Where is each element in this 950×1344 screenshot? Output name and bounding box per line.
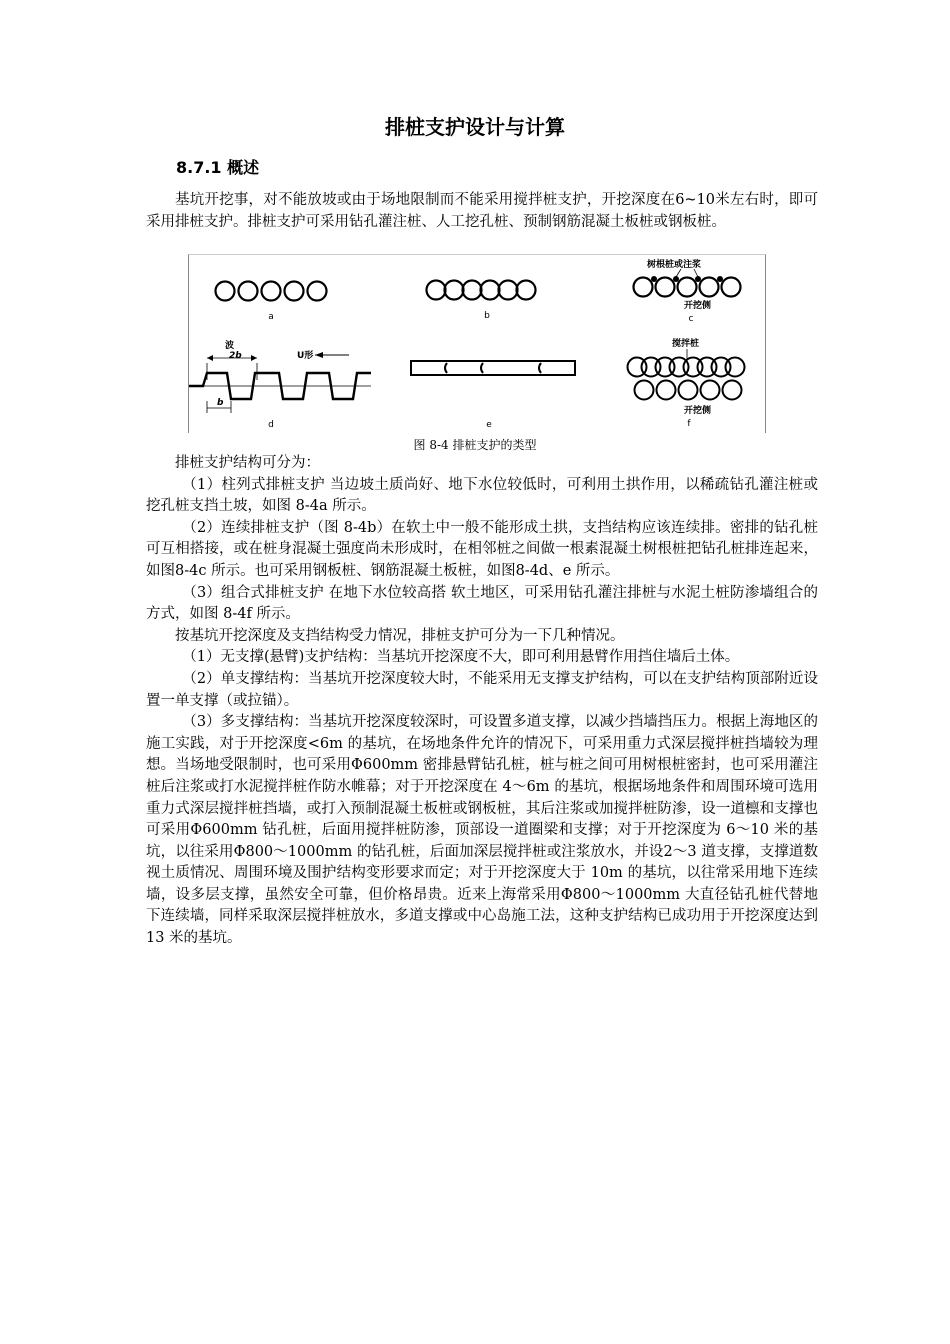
diagram-b-contiguous-piles [427, 281, 536, 300]
label-c-root-piles: 树根桩或注浆 [647, 260, 702, 270]
diagram-d-sheet-piles [189, 339, 371, 430]
body-paragraph: （1）无支撑(悬臂)支护结构：当基坑开挖深度不大，即可利用悬臂作用挡住墙后土体。 [182, 649, 740, 666]
label-d-b: b [217, 398, 224, 408]
label-f: f [687, 419, 691, 429]
diagram-c-piles-with-root-piles [634, 278, 741, 297]
body-paragraph: （2）连续排桩支护（图 8-4b）在软土中一般不能形成土拱，支挡结构应该连续排。密排的钻孔桩可互相搭接，或在桩身混凝土强度尚未形成时，在相邻桩之间做一根素混凝土树根桩把钻孔桩排连起来，如图8-4c 所示。也可采用钢板桩、钢筋混凝土板桩，如图8-4d、e 所示。 [146, 519, 818, 579]
intro-block [146, 190, 818, 233]
label-a: a [268, 312, 274, 322]
label-d-ushape: U形 [297, 351, 314, 361]
label-b: b [484, 311, 490, 321]
body-paragraph: （3）多支撑结构：当基坑开挖深度较深时，可设置多道支撑，以减少挡墙挡压力。根据上海地区的施工实践，对于开挖深度<6m 的基坑，在场地条件允许的情况下，可采用重力式深层搅拌桩挡墙较为理想。当场地受限制时，也可采用Φ600mm 密排悬臂钻孔桩，桩与桩之间可用树根桩密封，也可采用灌注桩后注浆或打水泥搅拌桩作防水帷幕；对于开挖深度在 4～6m 的基坑，根据场地条件和周围环境可选用重力式深层搅拌桩挡墙，或打入预制混凝土板桩或钢板桩，其后注浆或加搅拌桩防渗，设一道檩和支撑也可采用Φ600mm 钻孔桩，后面用搅拌桩防渗，顶部设一道圈梁和支撑；对于开挖深度为 6～10 米的基坑，以往采用Φ800～1000mm 的钻孔桩，后面加深层搅拌桩或注浆放水，并设2～3 道支撑，支撑道数视土质情况、周围环境及围护结构变形要求而定；对于开挖深度大于 10m 的基坑，以往常采用地下连续墙，设多层支撑，虽然安全可靠，但价格昂贵。近来上海常采用Φ800～1000mm 大直径钻孔桩代替地下连续墙，同样采取深层搅拌桩放水，多道支撑或中心岛施工法，这种支护结构已成功用于开挖深度达到 13 米的基坑。 [146, 714, 818, 947]
pile-types-figure [188, 254, 766, 433]
label-c-excavation-side: 开挖侧 [684, 301, 712, 311]
label-d-wave: 波 [225, 341, 235, 351]
label-f-mixing-piles: 搅拌桩 [672, 339, 700, 349]
body-paragraph: 按基坑开挖深度及支挡结构受力情况，排桩支护可分为一下几种情况。 [175, 627, 625, 644]
label-c: c [688, 314, 694, 324]
diagram-a-sparse-piles [216, 282, 327, 301]
diagram-f-bored-piles-row [635, 381, 742, 400]
page-title: 排桩支护设计与计算 [385, 115, 565, 139]
intro-paragraph: 基坑开挖事，对不能放坡或由于场地限制而不能采用搅拌桩支护，开挖深度在6~10米左右时，即可采用排桩支护。排桩支护可采用钻孔灌注桩、人工挖孔桩、预制钢筋混凝土板桩或钢板桩。 [146, 192, 818, 230]
body-paragraph: （1）柱列式排桩支护 当边坡土质尚好、地下水位较低时，可利用土拱作用，以稀疏钻孔灌注桩或挖孔桩支挡土坡，如图 8-4a 所示。 [146, 476, 818, 515]
label-e: e [486, 420, 492, 430]
label-f-excavation-side: 开挖侧 [684, 406, 712, 416]
body-paragraph: （3）组合式排桩支护 在地下水位较高搭 软土地区，可采用钻孔灌注排桩与水泥土桩防渗墙组合的方式，如图 8-4f 所示。 [146, 584, 818, 623]
body-paragraph: 排桩支护结构可分为： [175, 455, 320, 471]
section-heading: 8.7.1 概述 [176, 158, 260, 177]
body-paragraph: （2）单支撑结构：当基坑开挖深度较大时，不能采用无支撑支护结构，可以在支护结构顶部附近设置一单支撑（或拉锚）。 [146, 670, 818, 709]
diagram-f-mixing-piles-row [628, 358, 745, 377]
body-text [146, 453, 818, 950]
diagram-e-concrete-sheet-piles [411, 361, 575, 375]
label-d-2b: 2b [229, 351, 242, 361]
figure-caption: 图 8-4 排桩支护的类型 [413, 438, 537, 452]
label-d: d [268, 420, 274, 430]
pile-types-diagram [189, 255, 765, 433]
